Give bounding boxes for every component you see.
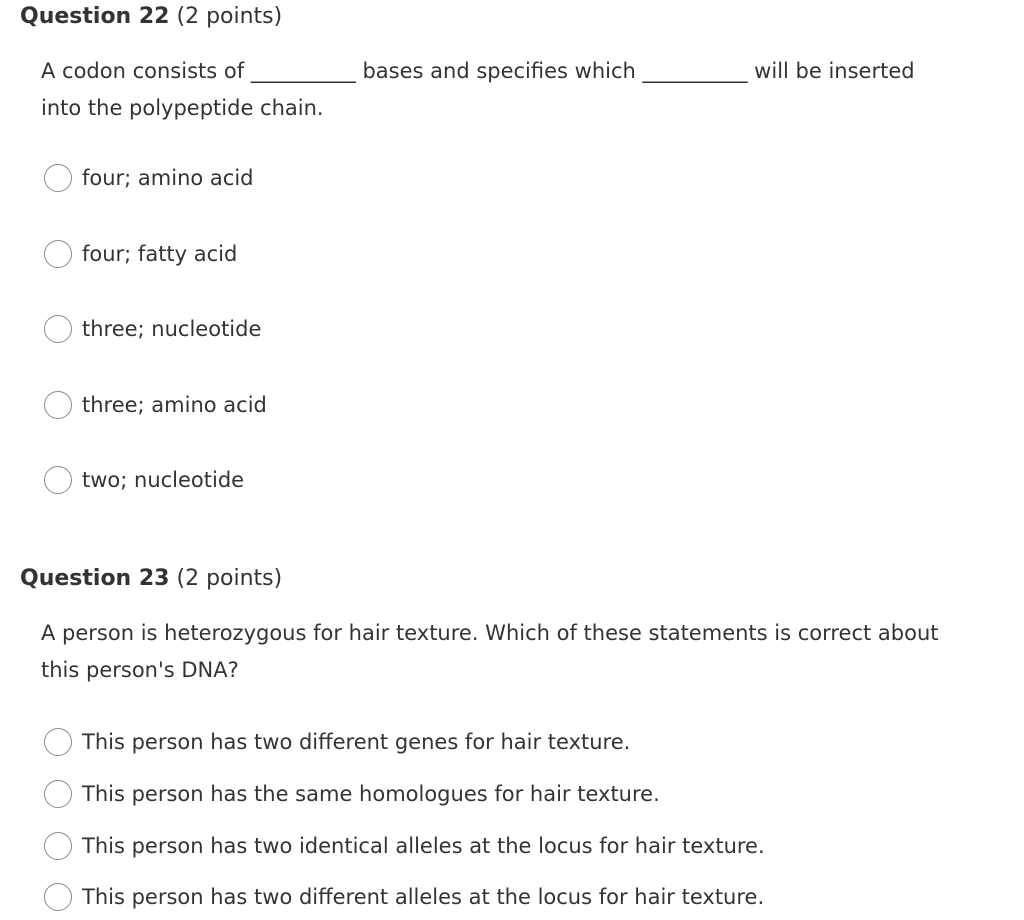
- question-22-prompt: [41, 53, 991, 127]
- question-23-title: [20, 566, 282, 591]
- answer-choice[interactable]: [44, 162, 254, 194]
- choice-label[interactable]: This person has two identical alleles at the locus for hair texture.: [82, 834, 765, 858]
- question-label: Question 22: [20, 4, 170, 29]
- question-points: (2 points): [176, 566, 283, 591]
- answer-choice[interactable]: [44, 830, 765, 862]
- radio-button[interactable]: [44, 164, 72, 192]
- radio-button[interactable]: [44, 391, 72, 419]
- choice-label[interactable]: This person has the same homologues for hair texture.: [82, 782, 660, 806]
- answer-choice[interactable]: [44, 881, 764, 913]
- answer-choice[interactable]: [44, 313, 261, 345]
- prompt-line: into the polypeptide chain.: [41, 96, 324, 120]
- radio-button[interactable]: [44, 832, 72, 860]
- radio-button[interactable]: [44, 315, 72, 343]
- prompt-line: this person's DNA?: [41, 658, 239, 682]
- question-label: Question 23: [20, 566, 170, 591]
- question-22-title: [20, 4, 282, 29]
- prompt-line: A person is heterozygous for hair texture. Which of these statements is correct about: [41, 621, 939, 645]
- question-23-prompt: [41, 615, 991, 689]
- radio-button[interactable]: [44, 883, 72, 911]
- choice-label[interactable]: four; fatty acid: [82, 242, 238, 266]
- answer-choice[interactable]: [44, 778, 660, 810]
- prompt-line: A codon consists of __________ bases and specifies which __________ will be inserted: [41, 59, 915, 83]
- radio-button[interactable]: [44, 466, 72, 494]
- answer-choice[interactable]: [44, 389, 267, 421]
- answer-choice[interactable]: [44, 726, 630, 758]
- choice-label[interactable]: four; amino acid: [82, 166, 254, 190]
- question-points: (2 points): [176, 4, 283, 29]
- radio-button[interactable]: [44, 240, 72, 268]
- choice-label[interactable]: three; nucleotide: [82, 317, 262, 341]
- choice-label[interactable]: This person has two different alleles at the locus for hair texture.: [82, 885, 765, 909]
- choice-label[interactable]: This person has two different genes for hair texture.: [82, 730, 631, 754]
- radio-button[interactable]: [44, 728, 72, 756]
- choice-label[interactable]: three; amino acid: [82, 393, 267, 417]
- answer-choice[interactable]: [44, 238, 237, 270]
- choice-label[interactable]: two; nucleotide: [82, 468, 245, 492]
- answer-choice[interactable]: [44, 464, 244, 496]
- radio-button[interactable]: [44, 780, 72, 808]
